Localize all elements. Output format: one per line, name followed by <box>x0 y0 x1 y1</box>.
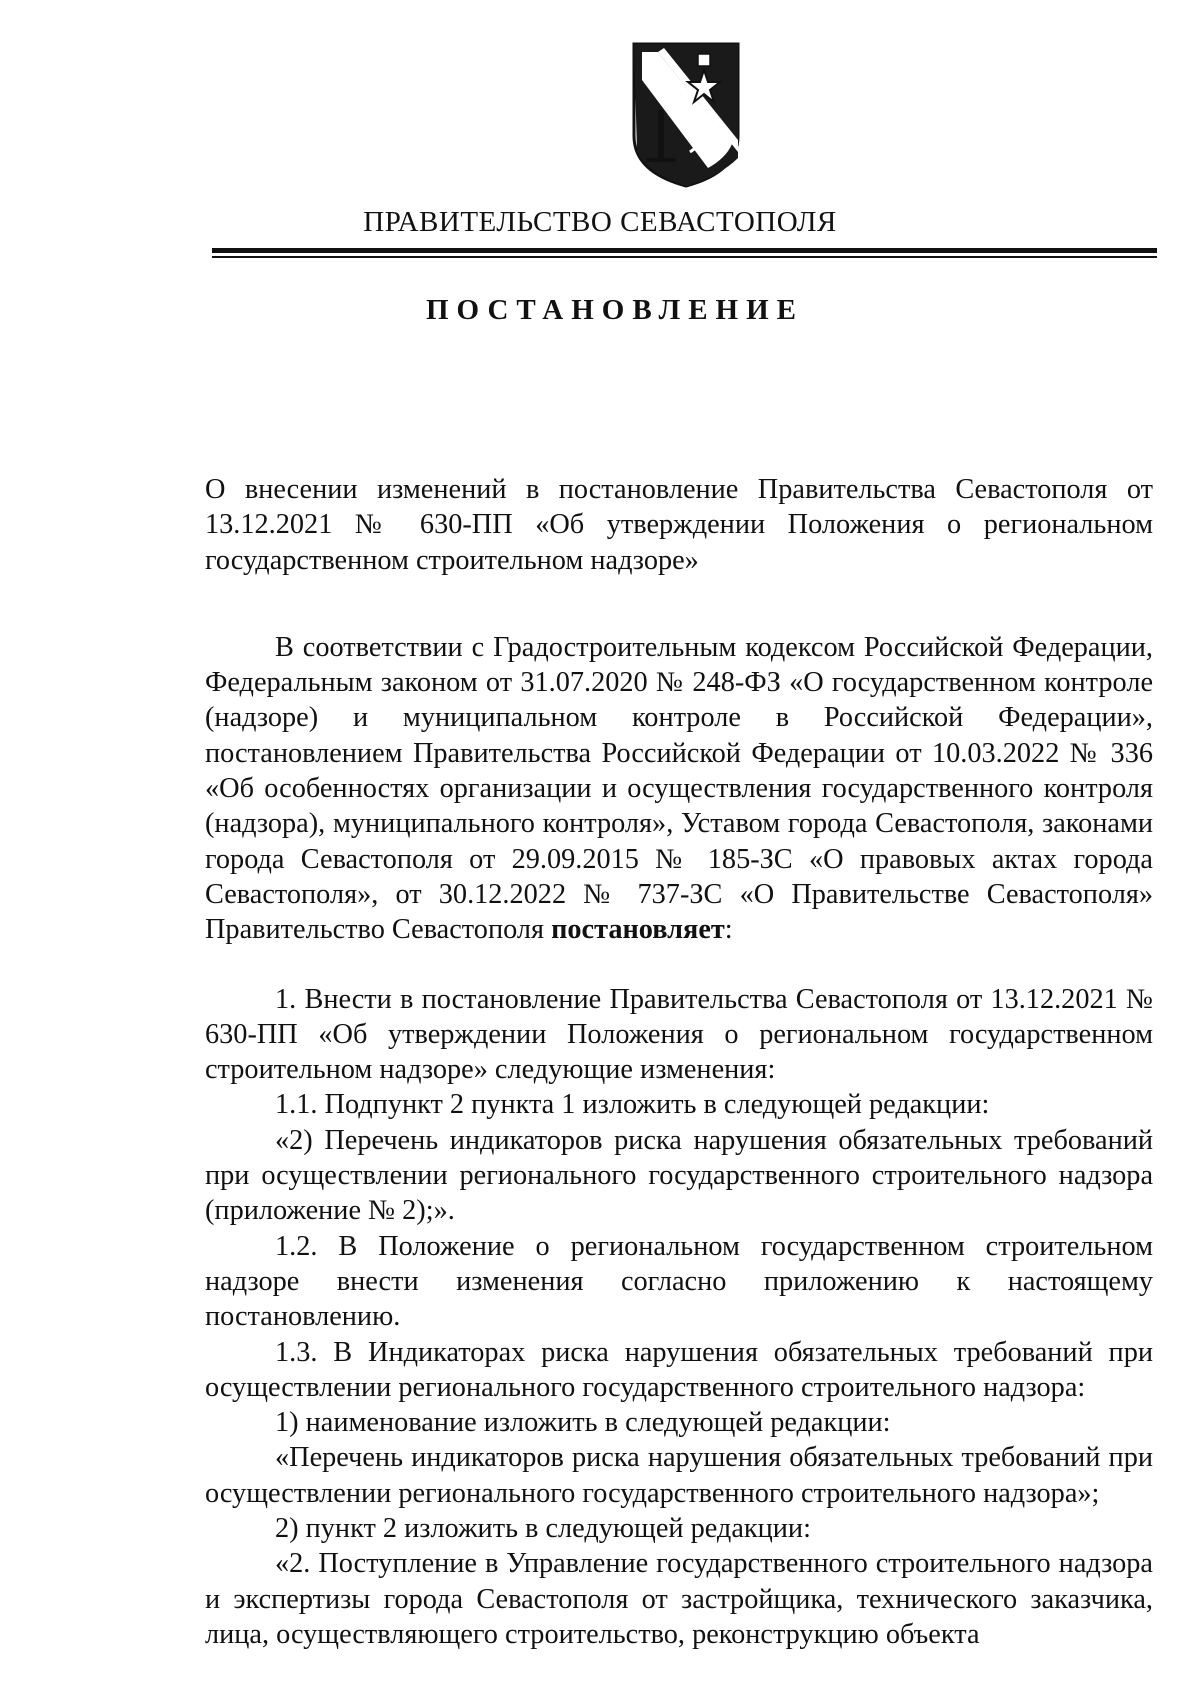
decree-word: постановляет <box>551 914 725 946</box>
body-paragraph-1-1-text: «2) Перечень индикаторов риска нарушения обязательных требований при осуществлении регионального государственного строительного надзора (приложение № 2);». <box>205 1124 1153 1227</box>
body-subitem-1-text: «Перечень индикаторов риска нарушения обязательных требований при осуществлении регионального государственного строительного надзора»; <box>205 1442 1153 1509</box>
preamble-colon: : <box>724 914 733 946</box>
preamble-text: В соответствии с Градостроительным кодексом Российской Федерации, Федеральным законом от 31.07.2020 № 248-ФЗ «О государственном контроле (надзоре) и муниципальном контроле в Российской Федерации», постановлением Правительства Российской Федерации от 10.03.2022 № 336 «Об особенностях организации и осуществления государственного контроля (надзора), муниципального контроля», Уставом города Севастополя, законами города Севастополя от 29.09.2015 № 185-ЗС «О правовых актах города Севастополя», от 30.12.2022 № 737-ЗС «О Правительстве Севастополя» Правительство Севастополя <box>205 631 1153 946</box>
document-type: ПОСТАНОВЛЕНИЕ <box>425 294 804 326</box>
body-paragraph-1-2: 1.2. В Положение о региональном государственном строительном надзоре внести изменения согласно приложению к настоящему постановлению. <box>205 1230 1153 1333</box>
spacer <box>205 578 1153 630</box>
preamble-paragraph <box>205 630 1153 948</box>
body-subitem-2-text: «2. Поступление в Управление государственного строительного надзора и экспертизы города Севастополя от застройщика, технического заказчика, лица, осуществляющего строительство, реконструкцию объекта <box>205 1548 1153 1650</box>
body-paragraph-1-1: 1.1. Подпункт 2 пункта 1 изложить в следующей редакции: <box>275 1089 990 1121</box>
document-content <box>205 472 1153 1652</box>
body-subitem-1: 1) наименование изложить в следующей редакции: <box>275 1407 891 1439</box>
body-paragraph-1-3: 1.3. В Индикаторах риска нарушения обязательных требований при осуществлении регионального государственного строительного надзора: <box>205 1336 1153 1403</box>
body-subitem-2: 2) пункт 2 изложить в следующей редакции: <box>275 1513 811 1545</box>
government-name: ПРАВИТЕЛЬСТВО СЕВАСТОПОЛЯ <box>363 206 837 238</box>
header-rule-thick <box>212 248 1157 253</box>
spacer <box>205 948 1153 982</box>
sevastopol-coat-of-arms-icon <box>628 40 744 190</box>
body-paragraph-1: 1. Внести в постановление Правительства Севастополя от 13.12.2021 № 630-ПП «Об утверждении Положения о региональном государственном строительном надзоре» следующие изменения: <box>205 983 1153 1086</box>
header-rule-thin <box>212 256 1157 258</box>
document-title: О внесении изменений в постановление Правительства Севастополя от 13.12.2021 № 630-ПП «Об утверждении Положения о региональном государственном строительном надзоре» <box>205 474 1153 576</box>
